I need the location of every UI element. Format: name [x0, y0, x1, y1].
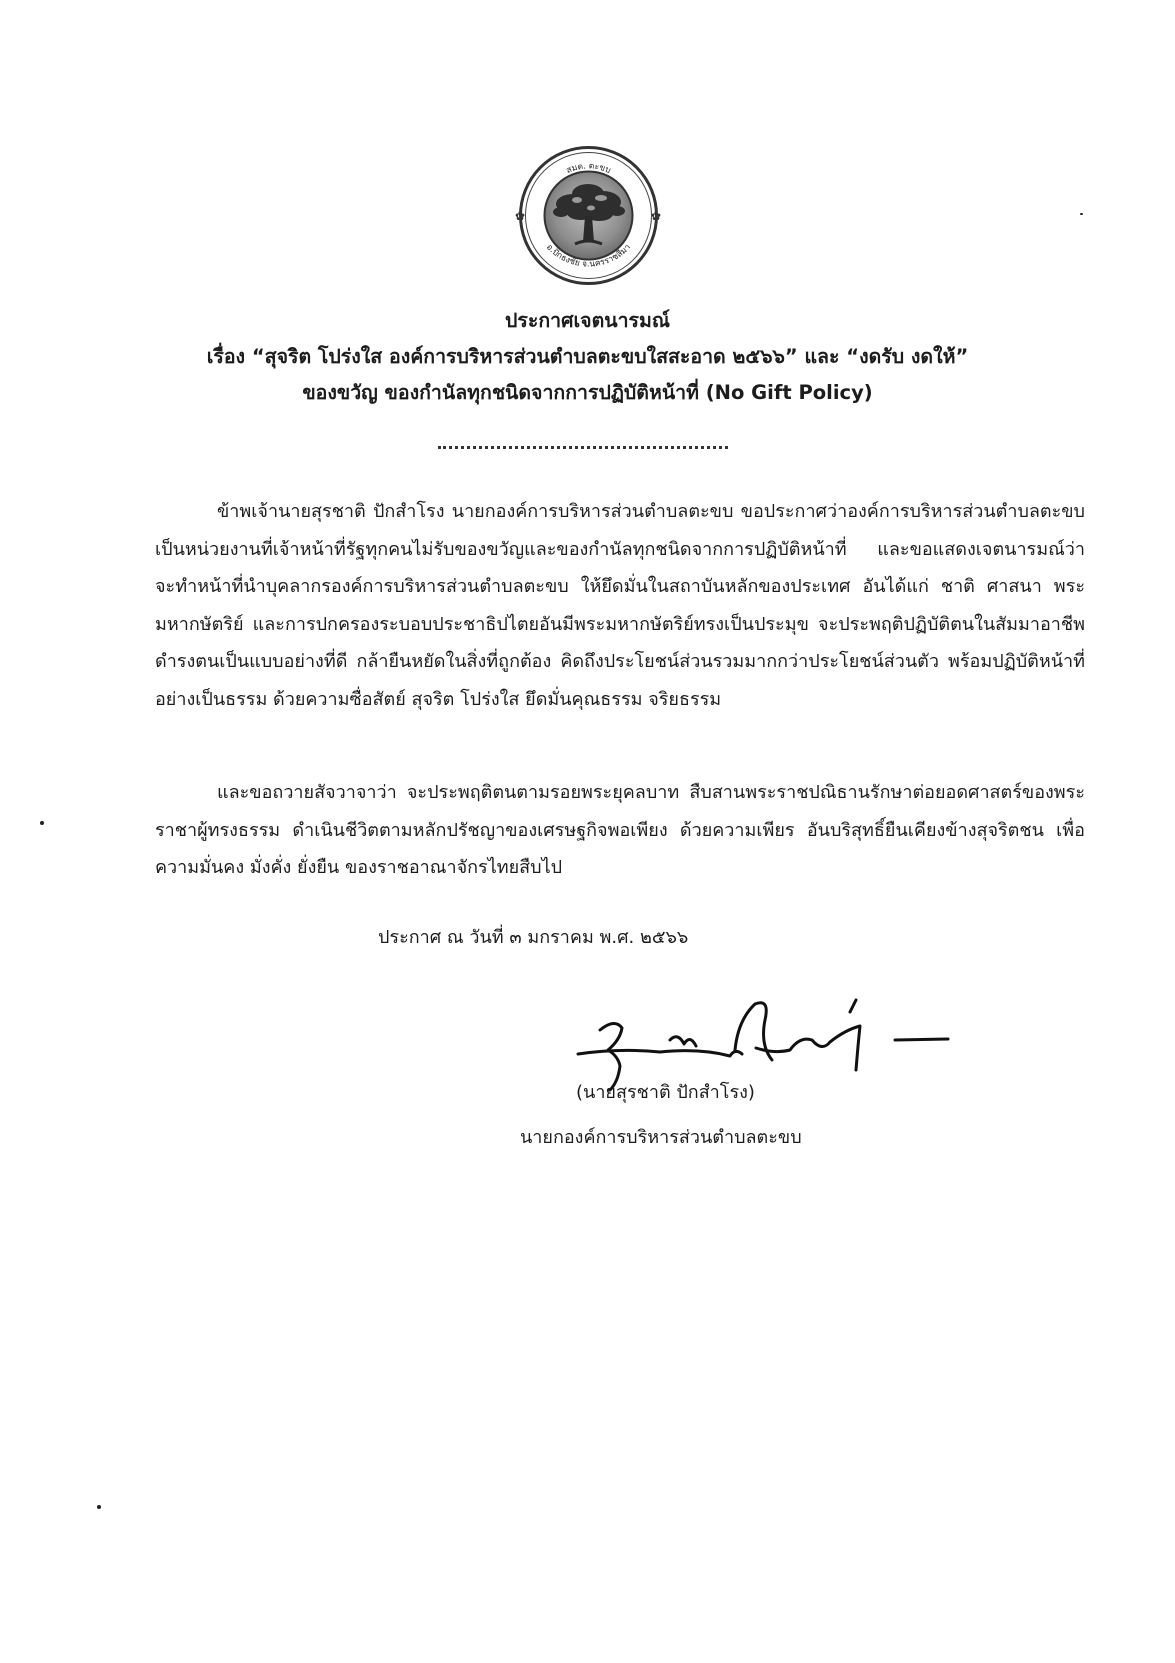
- svg-text:สมต. ตะขบ: สมต. ตะขบ: [564, 161, 613, 177]
- tree-seal-icon: [511, 138, 666, 293]
- paragraph-2: [155, 774, 1085, 887]
- paragraph-1: [155, 493, 1085, 719]
- announcement-title: [100, 303, 1075, 411]
- signer-name: (นายสุรชาติ ปักสำโรง): [576, 1082, 755, 1103]
- signer-position: นายกองค์การบริหารส่วนตำบลตะขบ: [520, 1127, 802, 1148]
- paragraph-2-text: และขอถวายสัจวาจาว่า จะประพฤติตนตามรอยพระยุคลบาท สืบสานพระราชปณิธานรักษาต่อยอดศาสตร์ของพระราชาผู้ทรงธรรม ดำเนินชีวิตตามหลักปรัชญาของเศรษฐกิจพอเพียง ด้วยความเพียร อันบริสุทธิ์ยืนเคียงข้างสุจริตชน เพื่อความมั่นคง มั่งคั่ง ยั่งยืน ของราชอาณาจักรไทยสืบไป: [155, 782, 1085, 879]
- title-line-1: ประกาศเจตนารมณ์: [505, 309, 670, 332]
- paragraph-1-text: ข้าพเจ้านายสุรชาติ ปักสำโรง นายกองค์การบริหารส่วนตำบลตะขบ ขอประกาศว่าองค์การบริหารส่วนตำบลตะขบ เป็นหน่วยงานที่เจ้าหน้าที่รัฐทุกคนไม่รับของขวัญและของกำนัลทุกชนิดจากการปฏิบัติหน้าที่ และขอแสดงเจตนารมณ์ว่า จะทำหน้าที่นำบุคลากรองค์การบริหารส่วนตำบลตะขบ ให้ยึดมั่นในสถาบันหลักของประเทศ อันได้แก่ ชาติ ศาสนา พระมหากษัตริย์ และการปกครองระบอบประชาธิปไตยอันมีพระมหากษัตริย์ทรงเป็นประมุข จะประพฤติปฏิบัติตนในสัมมาอาชีพ ดำรงตนเป็นแบบอย่างที่ดี กล้ายืนหยัดในสิ่งที่ถูกต้อง คิดถึงประโยชน์ส่วนรวมมากกว่าประโยชน์ส่วนตัว พร้อมปฏิบัติหน้าที่อย่างเป็นธรรม ด้วยความซื่อสัตย์ สุจริต โปร่งใส ยึดมั่นคุณธรรม จริยธรรม: [155, 501, 1085, 710]
- svg-text:อ.ปักธงชัย จ.นครราชสีมา: อ.ปักธงชัย จ.นครราชสีมา: [543, 242, 634, 270]
- announcement-date: ประกาศ ณ วันที่ ๓ มกราคม พ.ศ. ๒๕๖๖: [378, 927, 689, 948]
- title-line-2: เรื่อง “สุจริต โปร่งใส องค์การบริหารส่วนตำบลตะขบใสสะอาด ๒๕๖๖” และ “งดรับ งดให้”: [206, 345, 969, 368]
- scan-speck: [97, 1505, 101, 1509]
- scan-speck: [40, 821, 44, 825]
- title-line-3: ของขวัญ ของกำนัลทุกชนิดจากการปฏิบัติหน้าที่ (No Gift Policy): [302, 381, 873, 404]
- svg-text:✿: ✿: [515, 209, 526, 223]
- svg-text:✿: ✿: [651, 209, 662, 223]
- title-divider: [438, 446, 728, 449]
- scan-speck: [1080, 213, 1083, 215]
